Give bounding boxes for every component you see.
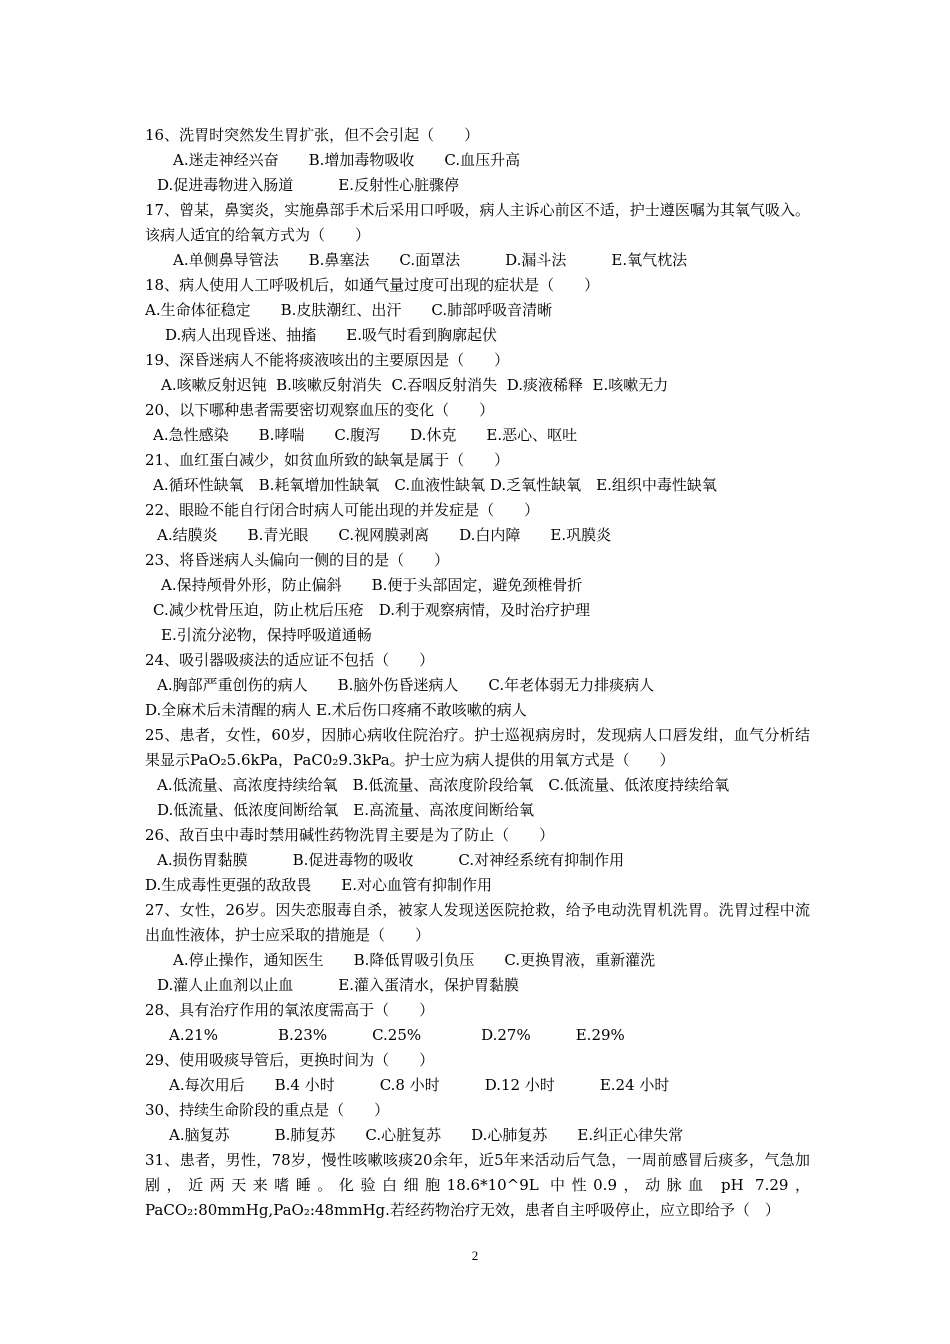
question-21-options-1: A.循环性缺氧 B.耗氧增加性缺氧 C.血液性缺氧 D.乏氧性缺氧 E.组织中毒性缺氧 (153, 476, 717, 494)
question-23-options-2: C.减少枕骨压迫，防止枕后压疮 D.利于观察病情，及时治疗护理 (153, 601, 590, 619)
question-21-stem: 21、血红蛋白减少，如贫血所致的缺氧是属于（ ） (145, 451, 510, 469)
page-number: 2 (471, 1248, 479, 1263)
question-26-options-1: A.损伤胃黏膜 B.促进毒物的吸收 C.对神经系统有抑制作用 (157, 851, 625, 869)
question-22-stem: 22、眼睑不能自行闭合时病人可能出现的并发症是（ ） (145, 501, 540, 519)
question-29-stem: 29、使用吸痰导管后，更换时间为（ ） (145, 1051, 435, 1069)
question-23-options-1: A.保持颅骨外形，防止偏斜 B.便于头部固定，避免颈椎骨折 (161, 576, 583, 594)
question-28-options-1: A.21% B.23% C.25% D.27% E.29% (169, 1026, 625, 1044)
question-20-options-1: A.急性感染 B.哮喘 C.腹泻 D.休克 E.恶心、呕吐 (153, 426, 578, 444)
question-24-options-1: A.胸部严重创伤的病人 B.脑外伤昏迷病人 C.年老体弱无力排痰病人 (157, 676, 655, 694)
question-24-stem: 24、吸引器吸痰法的适应证不包括（ ） (145, 651, 435, 669)
question-19-options-1: A.咳嗽反射迟钝 B.咳嗽反射消失 C.吞咽反射消失 D.痰液稀释 E.咳嗽无力 (161, 376, 669, 394)
question-23-options-3: E.引流分泌物，保持呼吸道通畅 (161, 626, 372, 644)
question-29-options-1: A.每次用后 B.4 小时 C.8 小时 D.12 小时 E.24 小时 (169, 1076, 670, 1094)
question-24-options-2: D.全麻术后未清醒的病人 E.术后伤口疼痛不敢咳嗽的病人 (145, 701, 527, 719)
question-18-stem: 18、病人使用人工呼吸机后，如通气量过度可出现的症状是（ ） (145, 276, 600, 294)
question-25-options-1: A.低流量、高浓度持续给氧 B.低流量、高浓度阶段给氧 C.低流量、低浓度持续给氧 (157, 776, 730, 794)
question-30-options-1: A.脑复苏 B.肺复苏 C.心脏复苏 D.心肺复苏 E.纠正心律失常 (169, 1126, 684, 1144)
question-28-stem: 28、具有治疗作用的氧浓度需高于（ ） (145, 1001, 435, 1019)
question-25-stem: 25、患者，女性，60岁，因肺心病收住院治疗。护士巡视病房时，发现病人口唇发绀，血气分析结果显示PaO₂5.6kPa，PaC0₂9.3kPa。护士应为病人提供的用氧方式是（ ） (145, 726, 810, 769)
question-26-options-2: D.生成毒性更强的敌敌畏 E.对心血管有抑制作用 (145, 876, 492, 894)
question-16-options-1: A.迷走神经兴奋 B.增加毒物吸收 C.血压升高 (173, 151, 521, 169)
question-16-stem: 16、洗胃时突然发生胃扩张，但不会引起（ ） (145, 126, 480, 144)
question-27-stem: 27、女性，26岁。因失恋服毒自杀，被家人发现送医院抢救，给予电动洗胃机洗胃。洗胃过程中流出血性液体，护士应采取的措施是（ ） (145, 901, 810, 944)
question-30-stem: 30、持续生命阶段的重点是（ ） (145, 1101, 390, 1119)
question-list (145, 123, 810, 1223)
question-27-options-2: D.灌人止血剂以止血 E.灌入蛋清水，保护胃黏膜 (157, 976, 519, 994)
question-18-options-2: D.病人出现昏迷、抽搐 E.吸气时看到胸廓起伏 (165, 326, 497, 344)
question-18-options-1: A.生命体征稳定 B.皮肤潮红、出汗 C.肺部呼吸音清晰 (145, 301, 553, 319)
question-26-stem: 26、敌百虫中毒时禁用碱性药物洗胃主要是为了防止（ ） (145, 826, 555, 844)
question-20-stem: 20、以下哪种患者需要密切观察血压的变化（ ） (145, 401, 495, 419)
question-31-stem: 31、患者，男性，78岁，慢性咳嗽咳痰20余年，近5年来活动后气急，一周前感冒后痰多，气急加剧，近两天来嗜睡。化验白细胞18.6*10^9L 中性0.9，动脉血 pH 7.29，PaCO₂:80mmHg,PaO₂:48mmHg.若经药物治疗无效，患者自主呼吸停止，应立即给予（ ） (145, 1151, 810, 1219)
question-25-options-2: D.低流量、低浓度间断给氧 E.高流量、高浓度间断给氧 (157, 801, 534, 819)
question-27-options-1: A.停止操作，通知医生 B.降低胃吸引负压 C.更换胃液，重新灌洗 (173, 951, 656, 969)
question-22-options-1: A.结膜炎 B.青光眼 C.视网膜剥离 D.白内障 E.巩膜炎 (157, 526, 612, 544)
question-23-stem: 23、将昏迷病人头偏向一侧的目的是（ ） (145, 551, 450, 569)
question-17-stem: 17、曾某，鼻窦炎，实施鼻部手术后采用口呼吸，病人主诉心前区不适，护士遵医嘱为其氧气吸入。该病人适宜的给氧方式为（ ） (145, 201, 810, 244)
question-16-options-2: D.促进毒物进入肠道 E.反射性心脏骤停 (157, 176, 459, 194)
question-19-stem: 19、深昏迷病人不能将痰液咳出的主要原因是（ ） (145, 351, 510, 369)
question-17-options-1: A.单侧鼻导管法 B.鼻塞法 C.面罩法 D.漏斗法 E.氧气枕法 (173, 251, 688, 269)
